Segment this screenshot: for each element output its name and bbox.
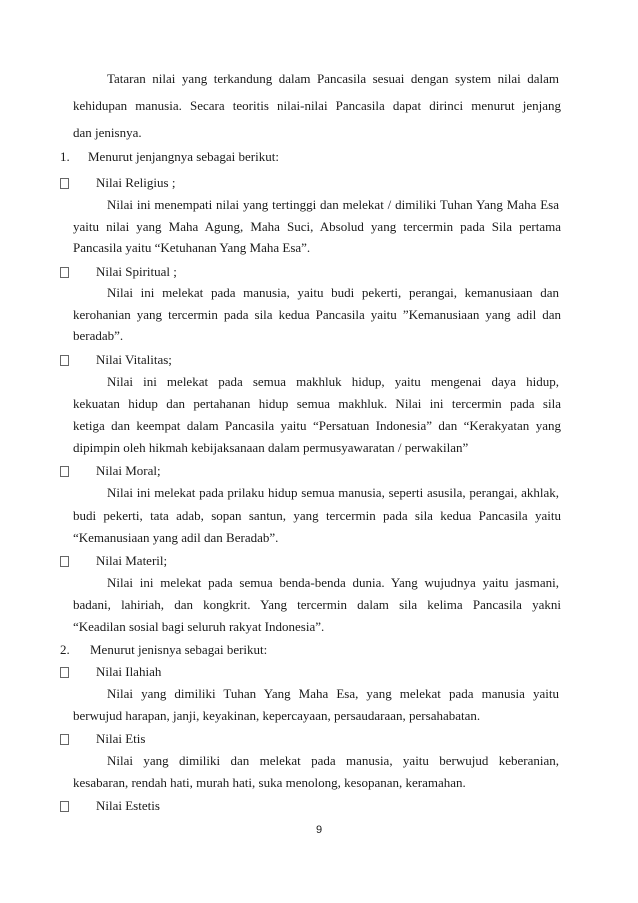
bullet-box-icon <box>60 664 74 682</box>
moral-line-2: budi pekerti, tata adab, sopan santun, yang tercermin pada sila kedua Pancasila yaitu <box>73 508 561 523</box>
bullet-box-icon <box>60 463 74 481</box>
spiritual-line-3: beradab”. <box>73 328 124 343</box>
bullet-box-icon <box>60 731 74 749</box>
bullet-box-icon <box>60 553 74 571</box>
religius-line-1: Nilai ini menempati nilai yang tertinggi dan melekat / dimiliki Tuhan Yang Maha Esa <box>107 197 559 212</box>
materil-line-1: Nilai ini melekat pada semua benda-benda dunia. Yang wujudnya yaitu jasmani, <box>107 575 559 590</box>
etis-line-1: Nilai yang dimiliki dan melekat pada manusia, yaitu berwujud keberanian, <box>107 753 559 768</box>
moral-line-1: Nilai ini melekat pada prilaku hidup semua manusia, seperti asusila, perangai, akhlak, <box>107 485 559 500</box>
vitalitas-line-2: kekuatan hidup dan pertahanan hidup semua makhluk. Nilai ini tercermin pada sila <box>73 396 561 411</box>
ilahiah-line-1: Nilai yang dimiliki Tuhan Yang Maha Esa, yang melekat pada manusia yaitu <box>107 686 559 701</box>
item-title-etis: Nilai Etis <box>96 731 146 746</box>
section-1-heading: Menurut jenjangnya sebagai berikut: <box>88 149 279 164</box>
vitalitas-line-4: dipimpin oleh hikmah kebijaksanaan dalam permusyawaratan / perwakilan” <box>73 440 469 455</box>
moral-line-3: “Kemanusiaan yang adil dan Beradab”. <box>73 530 279 545</box>
intro-line-2: kehidupan manusia. Secara teoritis nilai-nilai Pancasila dapat dirinci menurut jenjang <box>73 98 561 113</box>
item-title-spiritual: Nilai Spiritual ; <box>96 264 177 279</box>
religius-line-3: Pancasila yaitu “Ketuhanan Yang Maha Esa”. <box>73 240 311 255</box>
item-title-ilahiah: Nilai Ilahiah <box>96 664 162 679</box>
materil-line-3: “Keadilan sosial bagi seluruh rakyat Indonesia”. <box>73 619 325 634</box>
spiritual-line-1: Nilai ini melekat pada manusia, yaitu budi pekerti, perangai, kemanusiaan dan <box>107 285 559 300</box>
bullet-box-icon <box>60 352 74 370</box>
ilahiah-line-2: berwujud harapan, janji, keyakinan, kepercayaan, persaudaraan, persahabatan. <box>73 708 481 723</box>
spiritual-line-2: kerohanian yang tercermin pada sila kedua Pancasila yaitu ”Kemanusiaan yang adil dan <box>73 307 561 322</box>
page-number: 9 <box>315 824 323 836</box>
section-2-heading: Menurut jenisnya sebagai berikut: <box>90 642 268 657</box>
intro-line-3: dan jenisnya. <box>73 125 142 140</box>
bullet-box-icon <box>60 798 74 816</box>
vitalitas-line-1: Nilai ini melekat pada semua makhluk hidup, yaitu mengenai daya hidup, <box>107 374 559 389</box>
religius-line-2: yaitu nilai yang Maha Agung, Maha Suci, Absolud yang tercermin pada Sila pertama <box>73 219 561 234</box>
section-2-number: 2. <box>60 642 70 657</box>
vitalitas-line-3: ketiga dan keempat dalam Pancasila yaitu “Persatuan Indonesia” dan “Kerakyatan yang <box>73 418 561 433</box>
item-title-religius: Nilai Religius ; <box>96 175 176 190</box>
item-title-estetis: Nilai Estetis <box>96 798 160 813</box>
intro-line-1: Tataran nilai yang terkandung dalam Pancasila sesuai dengan system nilai dalam <box>107 71 559 86</box>
bullet-box-icon <box>60 175 74 193</box>
item-title-materil: Nilai Materil; <box>96 553 168 568</box>
item-title-vitalitas: Nilai Vitalitas; <box>96 352 172 367</box>
item-title-moral: Nilai Moral; <box>96 463 161 478</box>
section-1-number: 1. <box>60 149 70 164</box>
etis-line-2: kesabaran, rendah hati, murah hati, suka menolong, kesopanan, keramahan. <box>73 775 466 790</box>
materil-line-2: badani, lahiriah, dan kongkrit. Yang tercermin dalam sila kelima Pancasila yakni <box>73 597 561 612</box>
bullet-box-icon <box>60 264 74 282</box>
